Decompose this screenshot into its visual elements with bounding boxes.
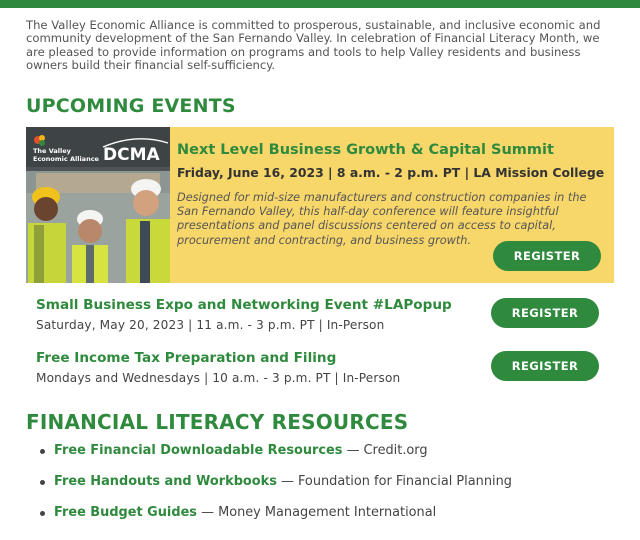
event-title-small-business-expo[interactable]: Small Business Expo and Networking Event #LAPopup bbox=[36, 297, 452, 313]
resource-link[interactable]: Free Budget Guides — Money Management International bbox=[54, 505, 437, 520]
top-accent-bar bbox=[0, 0, 640, 8]
construction-workers-image bbox=[26, 127, 170, 283]
event-photo bbox=[26, 127, 170, 283]
featured-event-title: Next Level Business Growth & Capital Summit bbox=[177, 142, 554, 158]
event-details-tax-preparation: Mondays and Wednesdays | 10 a.m. - 3 p.m. PT | In-Person bbox=[36, 371, 401, 385]
resource-source: — Money Management International bbox=[196, 505, 437, 520]
register-button-summit[interactable]: REGISTER bbox=[493, 241, 601, 271]
resource-source: — Foundation for Financial Planning bbox=[276, 474, 512, 489]
resource-link[interactable]: Free Financial Downloadable Resources — Credit.org bbox=[54, 443, 428, 458]
featured-event-card bbox=[26, 127, 614, 283]
event-details-small-business-expo: Saturday, May 20, 2023 | 11 a.m. - 3 p.m. PT | In-Person bbox=[36, 318, 385, 332]
bullet-icon bbox=[40, 480, 45, 485]
intro-paragraph: The Valley Economic Alliance is committed to prosperous, sustainable, and inclusive economic and community development of the San Fernando Valley. In celebration of Financial Literacy Month, we are pleased to provide information on programs and tools to help Valley residents and business owners build their financial self-sufficiency. bbox=[26, 18, 601, 73]
featured-event-date: Friday, June 16, 2023 | 8 a.m. - 2 p.m. PT | LA Mission College bbox=[177, 165, 605, 180]
upcoming-events-heading: UPCOMING EVENTS bbox=[26, 95, 236, 117]
register-button-expo[interactable]: REGISTER bbox=[491, 298, 599, 328]
svg-text:DCMA: DCMA bbox=[103, 145, 160, 165]
event-title-tax-preparation[interactable]: Free Income Tax Preparation and Filing bbox=[36, 350, 337, 366]
bullet-icon bbox=[40, 511, 45, 516]
svg-text:The Valley: The Valley bbox=[33, 147, 71, 155]
financial-literacy-resources-heading: FINANCIAL LITERACY RESOURCES bbox=[26, 410, 409, 434]
register-button-tax[interactable]: REGISTER bbox=[491, 351, 599, 381]
featured-event-description: Designed for mid-size manufacturers and construction companies in the San Fernando Valley, this half-day conference will feature insightful presentations and panel discussions centered on access to capital, procurement and contracting, and business growth. bbox=[177, 191, 587, 247]
resource-link[interactable]: Free Handouts and Workbooks — Foundation for Financial Planning bbox=[54, 474, 512, 489]
resource-source: — Credit.org bbox=[342, 443, 428, 458]
bullet-icon bbox=[40, 449, 45, 454]
svg-text:Economic Alliance: Economic Alliance bbox=[33, 155, 99, 163]
